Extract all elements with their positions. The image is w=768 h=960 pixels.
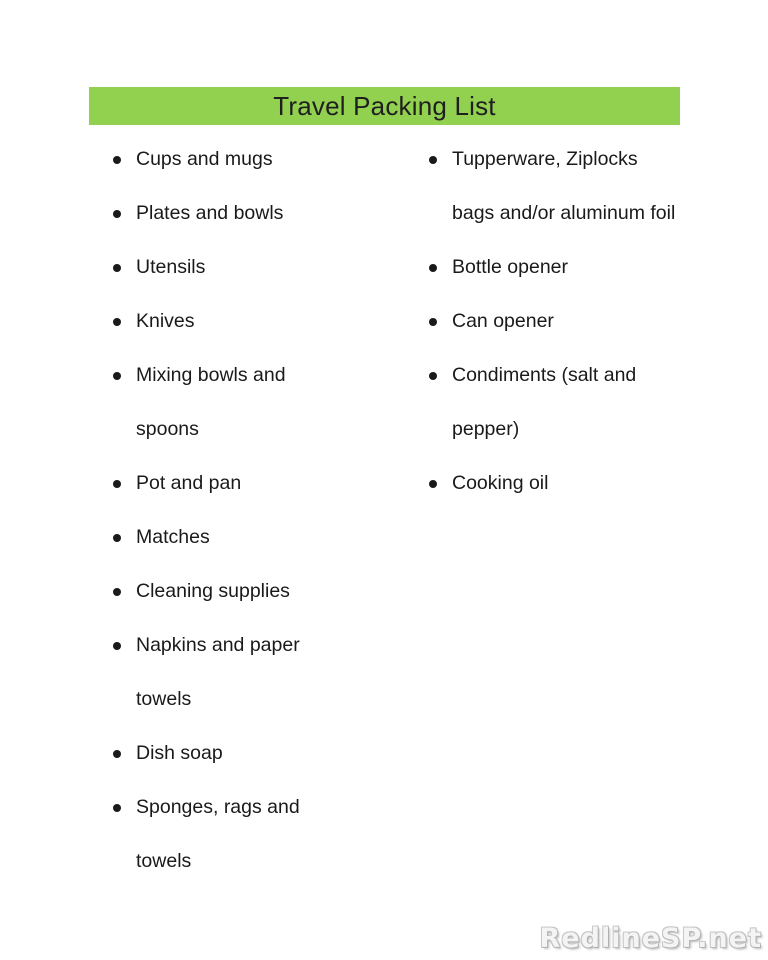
bullet-icon	[429, 480, 437, 488]
list-item-text: Condiments (salt and pepper)	[452, 364, 637, 440]
bullet-icon	[113, 156, 121, 164]
bullet-icon	[113, 750, 121, 758]
list-item-text: Plates and bowls	[136, 202, 284, 224]
list-item-text: Cleaning supplies	[136, 580, 290, 602]
list-item	[113, 132, 403, 186]
list-item	[429, 132, 680, 240]
bullet-icon	[113, 534, 121, 542]
list-item	[113, 240, 403, 294]
list-item-text: Can opener	[452, 310, 554, 332]
list-item	[113, 186, 403, 240]
list-item	[429, 294, 689, 348]
bullet-icon	[429, 156, 437, 164]
bullet-icon	[113, 480, 121, 488]
list-item	[113, 780, 341, 888]
watermark: RedlineSP.net	[539, 923, 762, 954]
bullet-icon	[113, 588, 121, 596]
list-item	[429, 456, 689, 510]
list-item	[113, 726, 403, 780]
list-item-text: Matches	[136, 526, 210, 548]
list-item-text: Cups and mugs	[136, 148, 273, 170]
list-item	[429, 348, 677, 456]
list-item	[429, 240, 689, 294]
list-item	[113, 456, 403, 510]
bullet-icon	[113, 804, 121, 812]
bullet-icon	[429, 318, 437, 326]
list-item-text: Napkins and paper towels	[136, 634, 300, 710]
list-item-text: Cooking oil	[452, 472, 549, 494]
list-item	[113, 618, 341, 726]
list-item	[113, 564, 403, 618]
bullet-icon	[429, 264, 437, 272]
list-item	[113, 510, 403, 564]
list-item	[113, 294, 403, 348]
list-item-text: Pot and pan	[136, 472, 242, 494]
list-item-text: Utensils	[136, 256, 206, 278]
packing-list-left-column	[113, 132, 403, 888]
list-item-text: Tupperware, Ziplocks bags and/or aluminum foil	[452, 148, 676, 224]
bullet-icon	[113, 210, 121, 218]
page-title: Travel Packing List	[273, 90, 496, 121]
bullet-icon	[113, 318, 121, 326]
bullet-icon	[113, 264, 121, 272]
title-banner	[89, 87, 680, 125]
bullet-icon	[429, 372, 437, 380]
list-item	[113, 348, 341, 456]
bullet-icon	[113, 642, 121, 650]
list-item-text: Mixing bowls and spoons	[136, 364, 286, 440]
list-item-text: Bottle opener	[452, 256, 569, 278]
list-item-text: Sponges, rags and towels	[136, 796, 300, 872]
bullet-icon	[113, 372, 121, 380]
packing-list-right-column	[429, 132, 689, 510]
list-item-text: Knives	[136, 310, 195, 332]
list-item-text: Dish soap	[136, 742, 223, 764]
